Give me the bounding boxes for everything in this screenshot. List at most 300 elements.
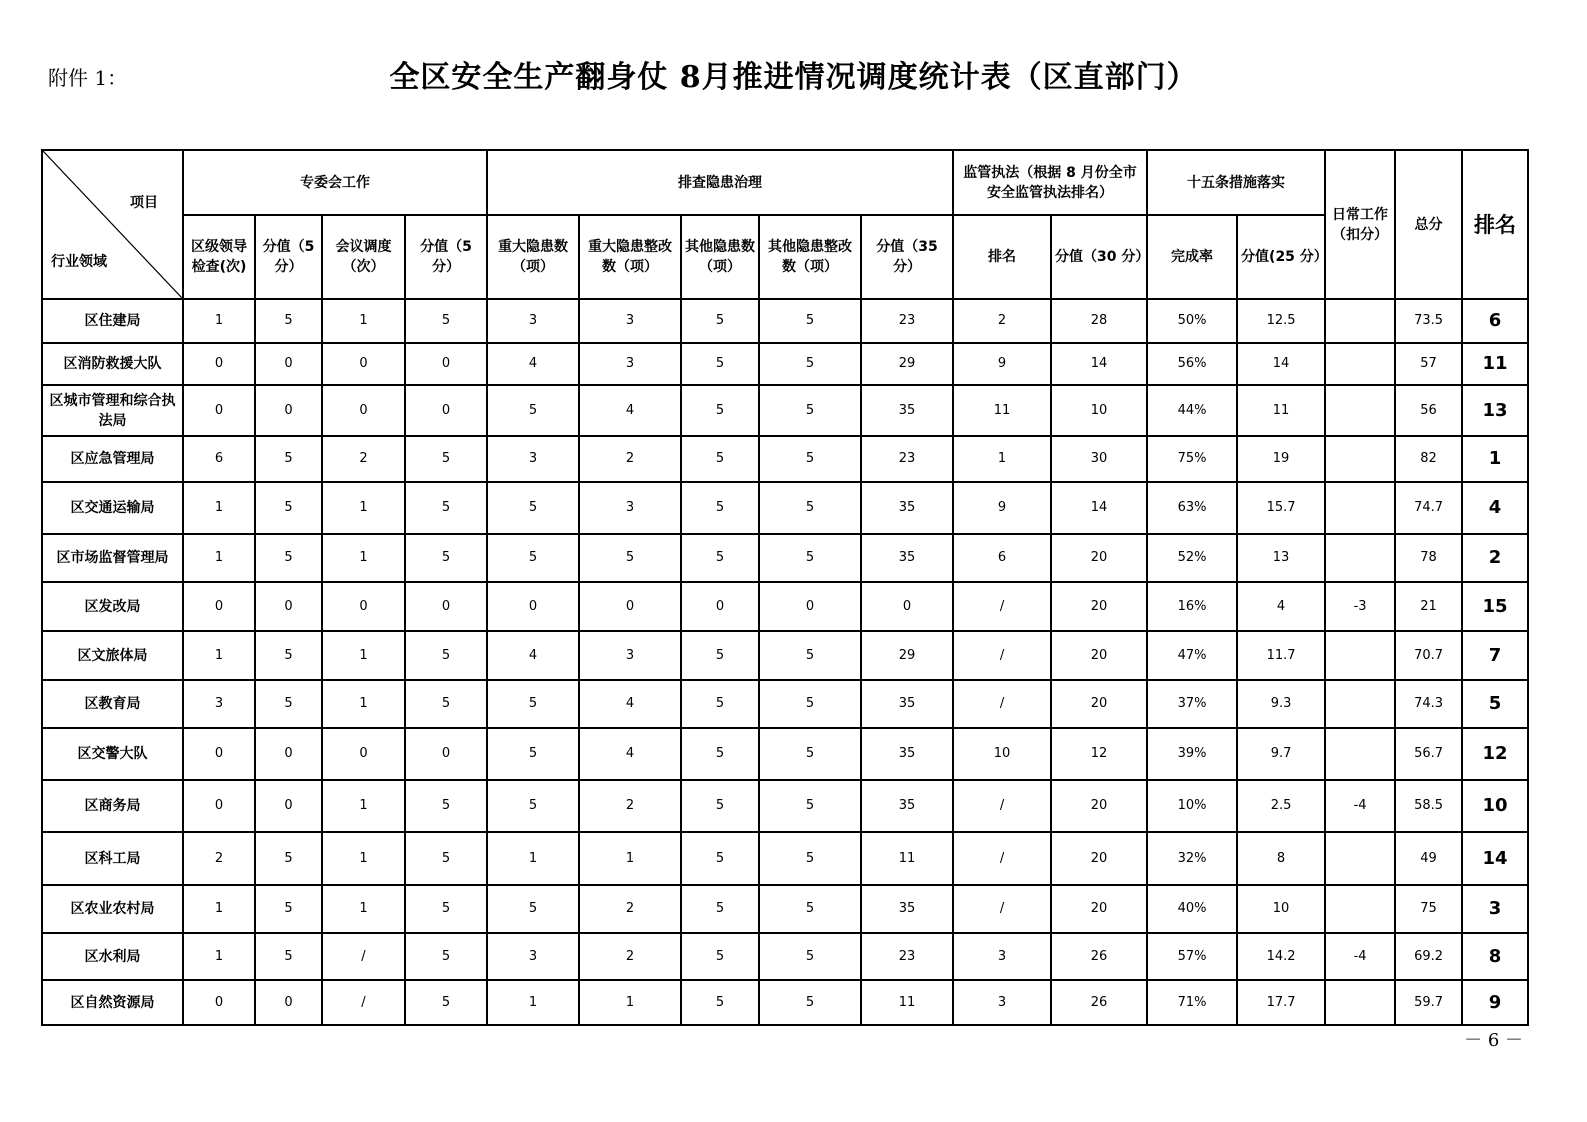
table-row [42, 343, 1528, 385]
daily-deduction-cell [1325, 436, 1395, 482]
header-daily-deduction: 日常工作（扣分） [1325, 150, 1395, 299]
corner-header-cell [42, 150, 183, 299]
major-fixed-cell: 1 [579, 980, 681, 1025]
major-hazard-cell: 0 [487, 582, 579, 631]
score-35-cell: 0 [861, 582, 953, 631]
department-name-cell: 区交警大队 [42, 728, 183, 780]
enforcement-rank-cell: 2 [953, 299, 1051, 343]
other-fixed-cell: 5 [759, 343, 861, 385]
daily-deduction-cell [1325, 534, 1395, 582]
score-30-cell: 20 [1051, 832, 1147, 885]
score-25-cell: 11 [1237, 385, 1325, 436]
department-name-cell: 区商务局 [42, 780, 183, 832]
major-hazard-cell: 3 [487, 933, 579, 980]
score-25-cell: 15.7 [1237, 482, 1325, 534]
score-5-b-cell: 5 [405, 885, 487, 933]
table-row [42, 582, 1528, 631]
completion-rate-cell: 56% [1147, 343, 1237, 385]
other-hazard-cell: 5 [681, 631, 759, 680]
major-fixed-cell: 2 [579, 885, 681, 933]
subheader-score-30: 分值（30 分） [1051, 215, 1147, 299]
leader-check-cell: 3 [183, 680, 255, 728]
score-25-cell: 10 [1237, 885, 1325, 933]
other-hazard-cell: 5 [681, 832, 759, 885]
rank-cell: 6 [1462, 299, 1528, 343]
score-25-cell: 8 [1237, 832, 1325, 885]
header-rank: 排名 [1462, 150, 1528, 299]
score-5-b-cell: 5 [405, 933, 487, 980]
score-25-cell: 14.2 [1237, 933, 1325, 980]
score-35-cell: 35 [861, 385, 953, 436]
total-score-cell: 58.5 [1395, 780, 1462, 832]
completion-rate-cell: 57% [1147, 933, 1237, 980]
group-header-committee: 专委会工作 [183, 150, 487, 215]
other-hazard-cell: 5 [681, 980, 759, 1025]
other-fixed-cell: 5 [759, 680, 861, 728]
subheader-score-5-a: 分值（5 分） [255, 215, 322, 299]
department-name-cell: 区城市管理和综合执法局 [42, 385, 183, 436]
major-hazard-cell: 1 [487, 980, 579, 1025]
score-5-a-cell: 5 [255, 885, 322, 933]
table-row [42, 728, 1528, 780]
score-5-b-cell: 5 [405, 832, 487, 885]
score-5-b-cell: 5 [405, 436, 487, 482]
rank-cell: 15 [1462, 582, 1528, 631]
score-5-b-cell: 0 [405, 582, 487, 631]
enforcement-rank-cell: 11 [953, 385, 1051, 436]
meeting-cell: 1 [322, 780, 405, 832]
score-25-cell: 12.5 [1237, 299, 1325, 343]
score-35-cell: 23 [861, 933, 953, 980]
major-hazard-cell: 3 [487, 436, 579, 482]
score-5-b-cell: 5 [405, 482, 487, 534]
score-5-b-cell: 5 [405, 780, 487, 832]
leader-check-cell: 0 [183, 343, 255, 385]
header-total-score: 总分 [1395, 150, 1462, 299]
leader-check-cell: 0 [183, 980, 255, 1025]
completion-rate-cell: 50% [1147, 299, 1237, 343]
department-name-cell: 区交通运输局 [42, 482, 183, 534]
group-header-enforcement: 监管执法（根据 8 月份全市安全监管执法排名） [953, 150, 1147, 215]
other-fixed-cell: 5 [759, 885, 861, 933]
completion-rate-cell: 71% [1147, 980, 1237, 1025]
major-hazard-cell: 5 [487, 728, 579, 780]
completion-rate-cell: 16% [1147, 582, 1237, 631]
completion-rate-cell: 37% [1147, 680, 1237, 728]
other-fixed-cell: 5 [759, 832, 861, 885]
major-fixed-cell: 3 [579, 343, 681, 385]
score-30-cell: 20 [1051, 780, 1147, 832]
total-score-cell: 21 [1395, 582, 1462, 631]
completion-rate-cell: 10% [1147, 780, 1237, 832]
page-title: 全区安全生产翻身仗 8月推进情况调度统计表（区直部门） [389, 60, 1198, 95]
score-30-cell: 20 [1051, 582, 1147, 631]
score-30-cell: 28 [1051, 299, 1147, 343]
subheader-completion-rate: 完成率 [1147, 215, 1237, 299]
leader-check-cell: 0 [183, 728, 255, 780]
leader-check-cell: 0 [183, 385, 255, 436]
department-name-cell: 区教育局 [42, 680, 183, 728]
enforcement-rank-cell: 1 [953, 436, 1051, 482]
header-row-sub [42, 215, 1528, 299]
attachment-label: 附件 1： [48, 66, 128, 90]
enforcement-rank-cell: 3 [953, 933, 1051, 980]
score-5-a-cell: 0 [255, 728, 322, 780]
table-body [42, 299, 1528, 1025]
daily-deduction-cell [1325, 482, 1395, 534]
major-hazard-cell: 5 [487, 482, 579, 534]
table-row [42, 385, 1528, 436]
completion-rate-cell: 39% [1147, 728, 1237, 780]
score-35-cell: 35 [861, 780, 953, 832]
total-score-cell: 74.7 [1395, 482, 1462, 534]
daily-deduction-cell: -4 [1325, 780, 1395, 832]
other-fixed-cell: 5 [759, 436, 861, 482]
major-fixed-cell: 4 [579, 680, 681, 728]
table-row [42, 534, 1528, 582]
department-name-cell: 区消防救援大队 [42, 343, 183, 385]
enforcement-rank-cell: 3 [953, 980, 1051, 1025]
corner-diagonal-line [43, 151, 182, 298]
rank-cell: 11 [1462, 343, 1528, 385]
major-hazard-cell: 5 [487, 385, 579, 436]
daily-deduction-cell [1325, 980, 1395, 1025]
statistics-table [41, 149, 1529, 1026]
other-fixed-cell: 5 [759, 385, 861, 436]
total-score-cell: 78 [1395, 534, 1462, 582]
daily-deduction-cell: -4 [1325, 933, 1395, 980]
score-5-b-cell: 0 [405, 728, 487, 780]
other-hazard-cell: 5 [681, 482, 759, 534]
department-name-cell: 区科工局 [42, 832, 183, 885]
score-35-cell: 11 [861, 980, 953, 1025]
meeting-cell: 0 [322, 385, 405, 436]
major-hazard-cell: 4 [487, 631, 579, 680]
rank-cell: 5 [1462, 680, 1528, 728]
major-fixed-cell: 4 [579, 728, 681, 780]
score-30-cell: 14 [1051, 482, 1147, 534]
other-fixed-cell: 5 [759, 482, 861, 534]
rank-cell: 3 [1462, 885, 1528, 933]
table-row [42, 631, 1528, 680]
score-30-cell: 26 [1051, 933, 1147, 980]
other-fixed-cell: 5 [759, 299, 861, 343]
meeting-cell: 1 [322, 680, 405, 728]
total-score-cell: 57 [1395, 343, 1462, 385]
department-name-cell: 区市场监督管理局 [42, 534, 183, 582]
score-5-b-cell: 0 [405, 385, 487, 436]
major-fixed-cell: 3 [579, 299, 681, 343]
enforcement-rank-cell: / [953, 631, 1051, 680]
department-name-cell: 区住建局 [42, 299, 183, 343]
total-score-cell: 56.7 [1395, 728, 1462, 780]
other-hazard-cell: 5 [681, 299, 759, 343]
table-row [42, 482, 1528, 534]
score-25-cell: 17.7 [1237, 980, 1325, 1025]
score-5-a-cell: 0 [255, 780, 322, 832]
score-25-cell: 19 [1237, 436, 1325, 482]
meeting-cell: 2 [322, 436, 405, 482]
other-hazard-cell: 5 [681, 885, 759, 933]
leader-check-cell: 1 [183, 482, 255, 534]
score-35-cell: 29 [861, 343, 953, 385]
enforcement-rank-cell: 9 [953, 343, 1051, 385]
daily-deduction-cell [1325, 385, 1395, 436]
leader-check-cell: 0 [183, 780, 255, 832]
score-5-b-cell: 5 [405, 980, 487, 1025]
score-25-cell: 4 [1237, 582, 1325, 631]
score-30-cell: 14 [1051, 343, 1147, 385]
major-hazard-cell: 5 [487, 680, 579, 728]
other-hazard-cell: 5 [681, 728, 759, 780]
rank-cell: 14 [1462, 832, 1528, 885]
score-25-cell: 13 [1237, 534, 1325, 582]
subheader-enforcement-rank: 排名 [953, 215, 1051, 299]
major-fixed-cell: 2 [579, 780, 681, 832]
score-30-cell: 20 [1051, 534, 1147, 582]
score-35-cell: 35 [861, 728, 953, 780]
page-number: － 6 － [1464, 1030, 1523, 1051]
score-35-cell: 29 [861, 631, 953, 680]
score-5-a-cell: 0 [255, 980, 322, 1025]
total-score-cell: 69.2 [1395, 933, 1462, 980]
total-score-cell: 74.3 [1395, 680, 1462, 728]
table-row [42, 680, 1528, 728]
score-25-cell: 2.5 [1237, 780, 1325, 832]
score-5-b-cell: 5 [405, 299, 487, 343]
major-hazard-cell: 3 [487, 299, 579, 343]
score-5-a-cell: 5 [255, 299, 322, 343]
leader-check-cell: 1 [183, 885, 255, 933]
meeting-cell: 0 [322, 728, 405, 780]
daily-deduction-cell [1325, 631, 1395, 680]
score-35-cell: 23 [861, 436, 953, 482]
meeting-cell: 1 [322, 631, 405, 680]
meeting-cell: 1 [322, 482, 405, 534]
meeting-cell: 1 [322, 534, 405, 582]
other-fixed-cell: 5 [759, 728, 861, 780]
completion-rate-cell: 47% [1147, 631, 1237, 680]
daily-deduction-cell [1325, 299, 1395, 343]
score-30-cell: 26 [1051, 980, 1147, 1025]
meeting-cell: / [322, 980, 405, 1025]
major-hazard-cell: 5 [487, 885, 579, 933]
score-5-b-cell: 5 [405, 631, 487, 680]
major-fixed-cell: 1 [579, 832, 681, 885]
subheader-leader-check: 区级领导检查(次) [183, 215, 255, 299]
score-5-a-cell: 0 [255, 343, 322, 385]
major-hazard-cell: 5 [487, 534, 579, 582]
daily-deduction-cell: -3 [1325, 582, 1395, 631]
total-score-cell: 73.5 [1395, 299, 1462, 343]
enforcement-rank-cell: 10 [953, 728, 1051, 780]
group-header-hazard: 排查隐患治理 [487, 150, 953, 215]
department-name-cell: 区应急管理局 [42, 436, 183, 482]
total-score-cell: 49 [1395, 832, 1462, 885]
corner-item-label: 项目 [130, 195, 158, 211]
enforcement-rank-cell: 9 [953, 482, 1051, 534]
leader-check-cell: 6 [183, 436, 255, 482]
completion-rate-cell: 40% [1147, 885, 1237, 933]
score-35-cell: 35 [861, 534, 953, 582]
leader-check-cell: 2 [183, 832, 255, 885]
score-35-cell: 23 [861, 299, 953, 343]
rank-cell: 8 [1462, 933, 1528, 980]
enforcement-rank-cell: 6 [953, 534, 1051, 582]
daily-deduction-cell [1325, 343, 1395, 385]
major-hazard-cell: 4 [487, 343, 579, 385]
daily-deduction-cell [1325, 680, 1395, 728]
daily-deduction-cell [1325, 832, 1395, 885]
subheader-major-hazard: 重大隐患数（项） [487, 215, 579, 299]
major-hazard-cell: 1 [487, 832, 579, 885]
score-25-cell: 14 [1237, 343, 1325, 385]
major-hazard-cell: 5 [487, 780, 579, 832]
table-row [42, 980, 1528, 1025]
total-score-cell: 82 [1395, 436, 1462, 482]
leader-check-cell: 0 [183, 582, 255, 631]
score-30-cell: 20 [1051, 680, 1147, 728]
score-25-cell: 11.7 [1237, 631, 1325, 680]
meeting-cell: 1 [322, 832, 405, 885]
group-header-measures: 十五条措施落实 [1147, 150, 1325, 215]
rank-cell: 7 [1462, 631, 1528, 680]
score-30-cell: 12 [1051, 728, 1147, 780]
rank-cell: 9 [1462, 980, 1528, 1025]
other-hazard-cell: 5 [681, 680, 759, 728]
completion-rate-cell: 44% [1147, 385, 1237, 436]
score-35-cell: 11 [861, 832, 953, 885]
total-score-cell: 70.7 [1395, 631, 1462, 680]
daily-deduction-cell [1325, 728, 1395, 780]
score-25-cell: 9.3 [1237, 680, 1325, 728]
major-fixed-cell: 3 [579, 631, 681, 680]
enforcement-rank-cell: / [953, 680, 1051, 728]
enforcement-rank-cell: / [953, 582, 1051, 631]
score-5-a-cell: 0 [255, 385, 322, 436]
department-name-cell: 区自然资源局 [42, 980, 183, 1025]
other-hazard-cell: 5 [681, 534, 759, 582]
score-30-cell: 30 [1051, 436, 1147, 482]
table-row [42, 780, 1528, 832]
score-5-a-cell: 0 [255, 582, 322, 631]
major-fixed-cell: 2 [579, 933, 681, 980]
meeting-cell: 0 [322, 343, 405, 385]
enforcement-rank-cell: / [953, 780, 1051, 832]
rank-cell: 1 [1462, 436, 1528, 482]
subheader-score-25: 分值(25 分） [1237, 215, 1325, 299]
other-fixed-cell: 5 [759, 534, 861, 582]
table-row [42, 436, 1528, 482]
header-row-groups [42, 150, 1528, 215]
total-score-cell: 75 [1395, 885, 1462, 933]
meeting-cell: 0 [322, 582, 405, 631]
subheader-score-5-b: 分值（5 分） [405, 215, 487, 299]
meeting-cell: / [322, 933, 405, 980]
total-score-cell: 56 [1395, 385, 1462, 436]
leader-check-cell: 1 [183, 631, 255, 680]
corner-field-label: 行业领域 [51, 254, 107, 270]
rank-cell: 13 [1462, 385, 1528, 436]
score-5-a-cell: 5 [255, 631, 322, 680]
department-name-cell: 区文旅体局 [42, 631, 183, 680]
completion-rate-cell: 32% [1147, 832, 1237, 885]
other-fixed-cell: 5 [759, 631, 861, 680]
score-5-a-cell: 5 [255, 832, 322, 885]
major-fixed-cell: 4 [579, 385, 681, 436]
major-fixed-cell: 0 [579, 582, 681, 631]
subheader-major-fixed: 重大隐患整改数（项） [579, 215, 681, 299]
score-30-cell: 10 [1051, 385, 1147, 436]
score-5-b-cell: 5 [405, 680, 487, 728]
department-name-cell: 区发改局 [42, 582, 183, 631]
score-5-a-cell: 5 [255, 680, 322, 728]
completion-rate-cell: 52% [1147, 534, 1237, 582]
subheader-other-fixed: 其他隐患整改数（项） [759, 215, 861, 299]
other-hazard-cell: 5 [681, 933, 759, 980]
other-hazard-cell: 5 [681, 436, 759, 482]
table-row [42, 299, 1528, 343]
score-25-cell: 9.7 [1237, 728, 1325, 780]
score-5-b-cell: 0 [405, 343, 487, 385]
rank-cell: 2 [1462, 534, 1528, 582]
leader-check-cell: 1 [183, 933, 255, 980]
meeting-cell: 1 [322, 299, 405, 343]
enforcement-rank-cell: / [953, 832, 1051, 885]
score-35-cell: 35 [861, 885, 953, 933]
enforcement-rank-cell: / [953, 885, 1051, 933]
daily-deduction-cell [1325, 885, 1395, 933]
completion-rate-cell: 63% [1147, 482, 1237, 534]
score-5-b-cell: 5 [405, 534, 487, 582]
department-name-cell: 区水利局 [42, 933, 183, 980]
table-row [42, 885, 1528, 933]
other-hazard-cell: 5 [681, 385, 759, 436]
other-hazard-cell: 5 [681, 780, 759, 832]
score-5-a-cell: 5 [255, 436, 322, 482]
rank-cell: 10 [1462, 780, 1528, 832]
major-fixed-cell: 5 [579, 534, 681, 582]
leader-check-cell: 1 [183, 534, 255, 582]
score-30-cell: 20 [1051, 885, 1147, 933]
other-fixed-cell: 5 [759, 933, 861, 980]
score-30-cell: 20 [1051, 631, 1147, 680]
leader-check-cell: 1 [183, 299, 255, 343]
major-fixed-cell: 3 [579, 482, 681, 534]
table-row [42, 832, 1528, 885]
score-5-a-cell: 5 [255, 534, 322, 582]
other-fixed-cell: 0 [759, 582, 861, 631]
subheader-score-35: 分值（35 分） [861, 215, 953, 299]
completion-rate-cell: 75% [1147, 436, 1237, 482]
subheader-meeting: 会议调度（次） [322, 215, 405, 299]
other-fixed-cell: 5 [759, 980, 861, 1025]
total-score-cell: 59.7 [1395, 980, 1462, 1025]
score-35-cell: 35 [861, 680, 953, 728]
department-name-cell: 区农业农村局 [42, 885, 183, 933]
other-hazard-cell: 5 [681, 343, 759, 385]
meeting-cell: 1 [322, 885, 405, 933]
major-fixed-cell: 2 [579, 436, 681, 482]
score-5-a-cell: 5 [255, 482, 322, 534]
table-row [42, 933, 1528, 980]
score-5-a-cell: 5 [255, 933, 322, 980]
subheader-other-hazard: 其他隐患数（项） [681, 215, 759, 299]
other-hazard-cell: 0 [681, 582, 759, 631]
score-35-cell: 35 [861, 482, 953, 534]
rank-cell: 12 [1462, 728, 1528, 780]
other-fixed-cell: 5 [759, 780, 861, 832]
